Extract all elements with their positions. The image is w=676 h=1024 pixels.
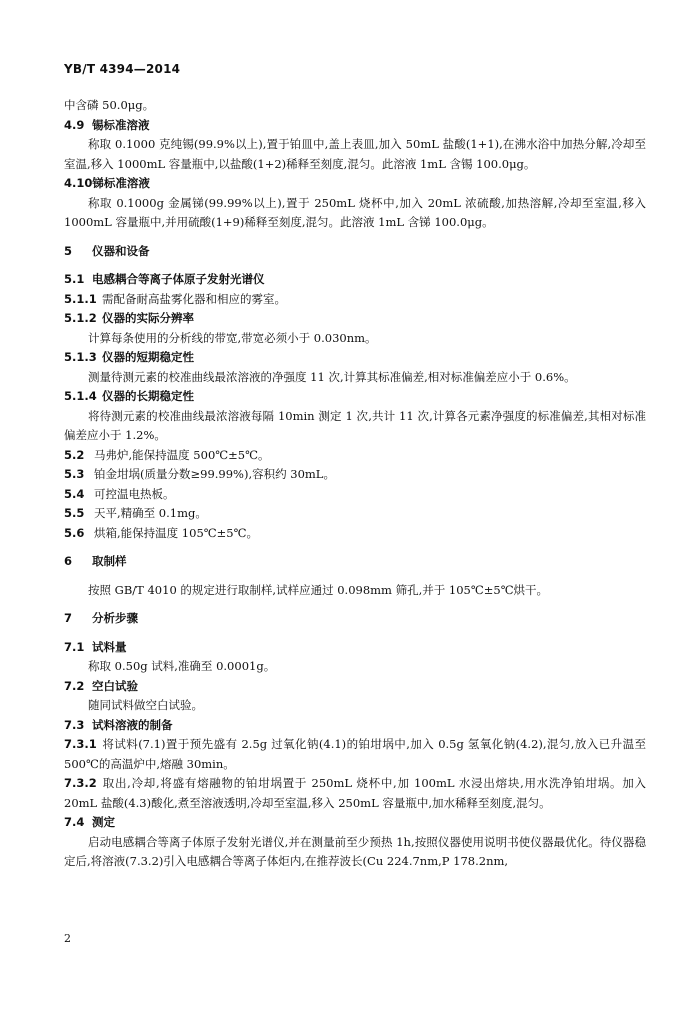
section-number: 7.1 [64, 639, 85, 654]
section-title: 试料溶液的制备 [92, 717, 173, 732]
clause-text: 天平,精确至 0.1mg。 [94, 506, 207, 520]
clause-number: 7.3.2 [64, 776, 97, 790]
section-title: 仪器的实际分辨率 [102, 311, 194, 325]
clause-text: 马弗炉,能保持温度 500℃±5℃。 [94, 447, 270, 462]
paragraph: 称取 0.1000g 金属锑(99.99%以上),置于 250mL 烧杯中,加入 20mL 浓硫酸,加热溶解,冷却至室温,移入 1000mL 容量瓶中,并用硫酸(1+9)稀释至刻度,混匀。此溶液 1mL 含锑 100.0μg。 [64, 195, 646, 229]
paragraph: 计算每条使用的分析线的带宽,带宽必须小于 0.030nm。 [88, 330, 377, 345]
section-heading-4-9 [64, 116, 646, 136]
clause-number: 5.6 [64, 525, 85, 540]
section-title: 测定 [92, 815, 115, 829]
clause-number: 5.5 [64, 506, 85, 520]
section-title: 分析步骤 [92, 611, 138, 625]
paragraph: 称取 0.50g 试料,准确至 0.0001g。 [88, 659, 276, 673]
clause-5-5 [64, 504, 646, 524]
section-title: 锑标准溶液 [92, 176, 150, 190]
clause-text: 取出,冷却,将盛有熔融物的铂坩埚置于 250mL 烧杯中,加 100mL 水浸出熔块,用水洗净铂坩埚。加入 20mL 盐酸(4.3)酸化,煮至溶液透明,冷却至室温,移入 250mL 容量瓶中,加水稀释至刻度,混匀。 [64, 776, 646, 810]
section-heading-7-1 [64, 638, 646, 658]
clause-7-3-1 [64, 735, 646, 774]
document-body [64, 96, 646, 872]
section-number: 5.1.3 [64, 350, 97, 364]
section-heading-5-1-3 [64, 348, 646, 368]
section-title: 仪器和设备 [92, 243, 150, 258]
section-number: 6 [64, 554, 73, 568]
section-number: 5.1 [64, 272, 85, 286]
section-number: 5.1.4 [64, 389, 97, 403]
section-number: 5.1.2 [64, 311, 97, 325]
section-number: 4.9 [64, 117, 85, 132]
section-heading-5-1 [64, 270, 646, 290]
section-heading-4-10 [64, 174, 646, 194]
paragraph: 将待测元素的校准曲线最浓溶液每隔 10min 测定 1 次,共计 11 次,计算各元素净强度的标准偏差,其相对标准偏差应小于 1.2%。 [64, 408, 646, 442]
clause-5-1-1 [64, 290, 646, 310]
clause-5-4 [64, 485, 646, 505]
section-heading-5 [64, 242, 646, 262]
clause-text: 将试料(7.1)置于预先盛有 2.5g 过氧化钠(4.1)的铂坩埚中,加入 0.5g 氢氧化钠(4.2),混匀,放入已升温至 500℃的高温炉中,熔融 30min。 [64, 737, 646, 771]
clause-5-2 [64, 446, 646, 466]
section-heading-7-3 [64, 716, 646, 736]
clause-number: 7.3.1 [64, 737, 97, 751]
section-number: 4.10 [64, 176, 93, 190]
section-title: 仪器的短期稳定性 [102, 350, 194, 364]
paragraph: 中含磷 50.0μg。 [64, 98, 155, 112]
page-number: 2 [64, 932, 71, 945]
paragraph: 称取 0.1000 克纯锡(99.9%以上),置于铂皿中,盖上表皿,加入 50mL 盐酸(1+1),在沸水浴中加热分解,冷却至室温,移入 1000mL 容量瓶中,以盐酸(1+2)稀释至刻度,混匀。此溶液 1mL 含锡 100.0μg。 [64, 137, 646, 171]
section-number: 7 [64, 611, 73, 625]
paragraph: 启动电感耦合等离子体原子发射光谱仪,并在测量前至少预热 1h,按照仪器使用说明书使仪器最优化。待仪器稳定后,将溶液(7.3.2)引入电感耦合等离子体炬内,在推荐波长(Cu 224.7nm,P 178.2nm, [64, 834, 646, 868]
section-heading-6 [64, 552, 646, 572]
clause-7-3-2 [64, 774, 646, 813]
section-number: 5 [64, 243, 73, 258]
clause-number: 5.2 [64, 447, 85, 462]
section-title: 试料量 [92, 639, 127, 654]
section-number: 7.3 [64, 717, 85, 732]
paragraph: 随同试料做空白试验。 [88, 698, 203, 712]
section-heading-7-2 [64, 677, 646, 697]
clause-text: 需配备耐高盐雾化器和相应的雾室。 [102, 291, 286, 306]
section-title: 空白试验 [92, 678, 138, 693]
section-heading-7 [64, 609, 646, 629]
clause-text: 铂金坩埚(质量分数≥99.99%),容积约 30mL。 [94, 467, 335, 481]
clause-5-6 [64, 524, 646, 544]
standard-code-header: YB/T 4394—2014 [64, 62, 181, 76]
section-number: 7.2 [64, 678, 85, 693]
section-heading-5-1-2 [64, 309, 646, 329]
clause-number: 5.1.1 [64, 291, 97, 306]
clause-number: 5.4 [64, 486, 85, 501]
section-heading-5-1-4 [64, 387, 646, 407]
section-title: 电感耦合等离子体原子发射光谱仪 [92, 272, 265, 286]
paragraph: 按照 GB/T 4010 的规定进行取制样,试样应通过 0.098mm 筛孔,并于 105℃±5℃烘干。 [88, 582, 549, 597]
section-title: 锡标准溶液 [92, 117, 150, 132]
paragraph: 测量待测元素的校准曲线最浓溶液的净强度 11 次,计算其标准偏差,相对标准偏差应小于 0.6%。 [88, 369, 576, 384]
clause-text: 可控温电热板。 [94, 486, 175, 501]
clause-5-3 [64, 465, 646, 485]
section-title: 仪器的长期稳定性 [102, 389, 194, 403]
section-title: 取制样 [92, 554, 127, 568]
clause-number: 5.3 [64, 467, 85, 481]
section-heading-7-4 [64, 813, 646, 833]
section-number: 7.4 [64, 815, 85, 829]
clause-text: 烘箱,能保持温度 105℃±5℃。 [94, 525, 258, 540]
